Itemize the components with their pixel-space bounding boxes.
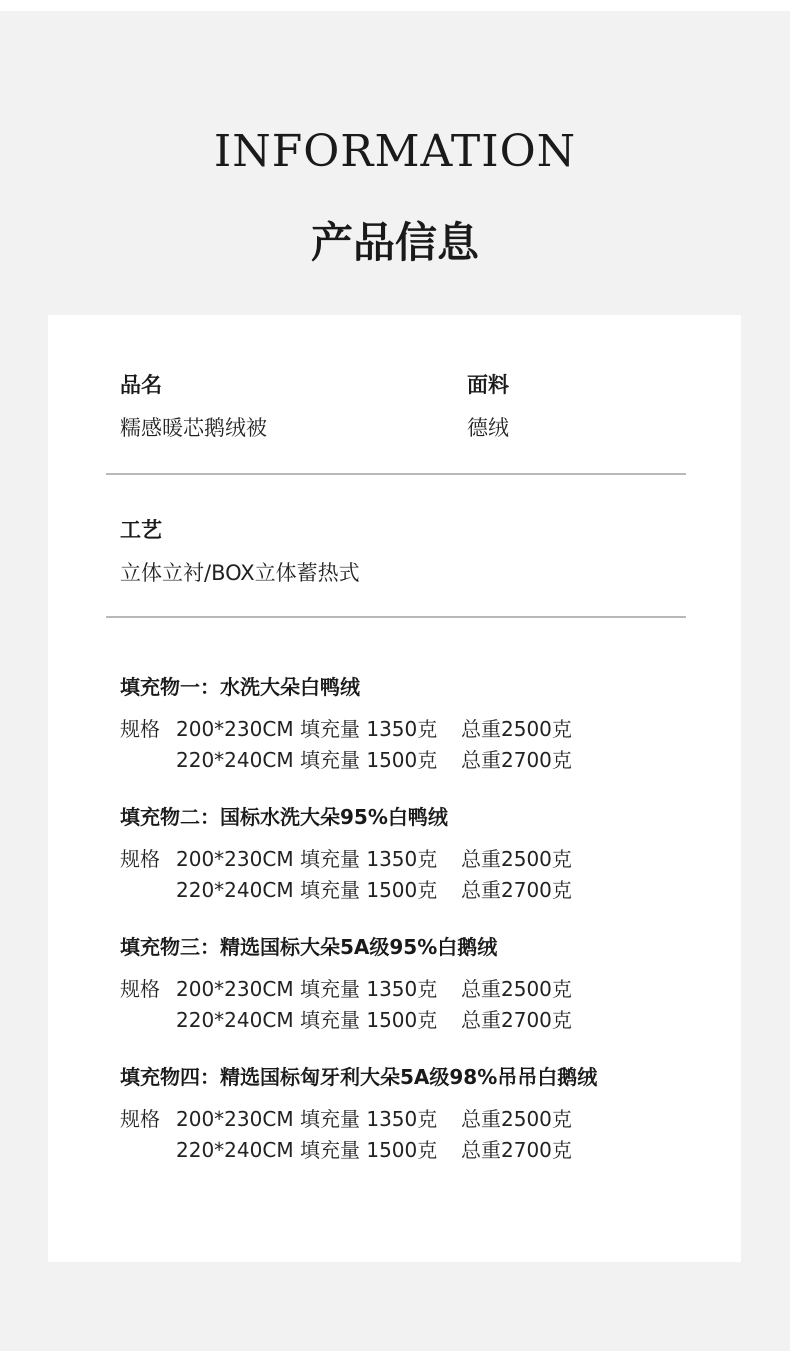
product-name-value: 糯感暖芯鹅绒被 <box>120 416 267 440</box>
spec-size: 220*240CM <box>176 1138 294 1162</box>
craft-value: 立体立衬/BOX立体蓄热式 <box>120 561 360 585</box>
fabric-label: 面料 <box>467 373 509 397</box>
spec-fill-amount: 填充量 1350克 <box>300 977 438 1001</box>
spec-size: 200*230CM <box>176 977 294 1001</box>
spec-total-weight: 总重2500克 <box>461 977 572 1001</box>
spec-fill-amount: 填充量 1500克 <box>300 1008 438 1032</box>
filling-section <box>120 673 720 776</box>
spec-total-weight: 总重2500克 <box>461 1107 572 1131</box>
spec-total-weight: 总重2700克 <box>461 1138 572 1162</box>
divider <box>106 616 686 618</box>
spec-label: 规格 <box>120 847 160 871</box>
spec-fill-amount: 填充量 1500克 <box>300 1138 438 1162</box>
spec-size: 200*230CM <box>176 717 294 741</box>
spec-total-weight: 总重2500克 <box>461 717 572 741</box>
spec-fill-amount: 填充量 1500克 <box>300 748 438 772</box>
spec-fill-amount: 填充量 1350克 <box>300 1107 438 1131</box>
filling-section <box>120 803 720 906</box>
filling-title: 填充物二：国标水洗大朵95%白鸭绒 <box>120 805 448 829</box>
spec-row <box>120 745 720 776</box>
spec-total-weight: 总重2700克 <box>461 878 572 902</box>
spec-total-weight: 总重2500克 <box>461 847 572 871</box>
spec-fill-amount: 填充量 1500克 <box>300 878 438 902</box>
spec-row <box>120 875 720 906</box>
spec-label: 规格 <box>120 977 160 1001</box>
fabric-value: 德绒 <box>467 416 509 440</box>
spec-row <box>120 974 720 1005</box>
spec-size: 220*240CM <box>176 748 294 772</box>
page-title: 产品信息 <box>310 218 479 267</box>
spec-row <box>120 1005 720 1036</box>
spec-row <box>120 714 720 745</box>
spec-total-weight: 总重2700克 <box>461 1008 572 1032</box>
divider <box>106 473 686 475</box>
filling-title: 填充物三：精选国标大朵5A级95%白鹅绒 <box>120 935 498 959</box>
spec-row <box>120 1135 720 1166</box>
spec-label: 规格 <box>120 1107 160 1131</box>
craft-label: 工艺 <box>120 518 162 542</box>
filling-title: 填充物四：精选国标匈牙利大朵5A级98%吊吊白鹅绒 <box>120 1065 598 1089</box>
filling-section <box>120 1063 720 1166</box>
filling-title: 填充物一：水洗大朵白鸭绒 <box>120 675 360 699</box>
info-card <box>48 315 741 1262</box>
spec-label: 规格 <box>120 717 160 741</box>
spec-size: 200*230CM <box>176 1107 294 1131</box>
spec-total-weight: 总重2700克 <box>461 748 572 772</box>
product-name-label: 品名 <box>120 373 162 397</box>
spec-row <box>120 844 720 875</box>
top-strip <box>0 0 790 11</box>
spec-fill-amount: 填充量 1350克 <box>300 717 438 741</box>
spec-size: 200*230CM <box>176 847 294 871</box>
filling-section <box>120 933 720 1036</box>
spec-row <box>120 1104 720 1135</box>
spec-size: 220*240CM <box>176 1008 294 1032</box>
english-heading: INFORMATION <box>213 126 577 177</box>
spec-size: 220*240CM <box>176 878 294 902</box>
spec-fill-amount: 填充量 1350克 <box>300 847 438 871</box>
